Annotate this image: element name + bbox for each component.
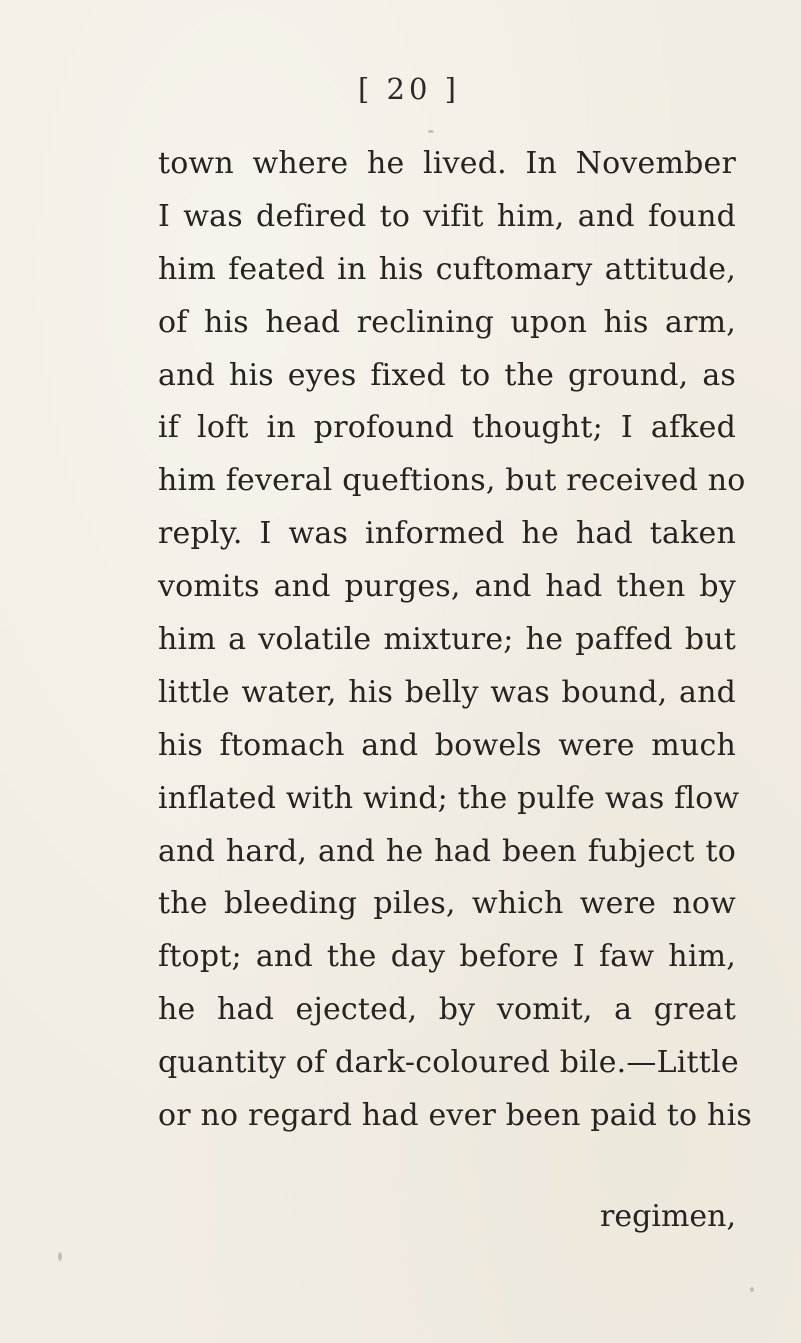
text-line: little water, his belly was bound, and [158,674,736,710]
text-line: of his head reclining upon his arm, [158,304,736,340]
text-line: him feated in his cuftomary attitude, [158,251,736,287]
text-line: quantity of dark-coloured bile.—Little [158,1045,739,1081]
paper-speck [750,1287,754,1292]
text-line: and his eyes fixed to the ground, as [158,357,736,393]
paper-speck [428,130,434,133]
text-line: inflated with wind; the pulfe was flow [158,780,740,816]
text-line: if loft in profound thought; I afked [158,410,736,446]
text-line: ftopt; and the day before I faw him, [158,939,736,975]
catchword: regimen, [600,1199,736,1234]
text-line: vomits and purges, and had then by [158,569,736,605]
text-line: and hard, and he had been fubject to [158,833,736,869]
text-line: the bleeding piles, which were now [158,886,736,922]
text-line: I was defired to vifit him, and found [158,198,736,234]
paper-speck [58,1252,62,1261]
text-line: him feveral queftions, but received no [158,463,746,499]
page-number: [ 20 ] [358,72,460,106]
text-line: reply. I was informed he had taken [158,516,736,552]
body-text [158,138,752,1143]
text-line: him a volatile mixture; he paffed but [158,622,736,658]
text-line: or no regard had ever been paid to his [158,1098,752,1134]
text-line: he had ejected, by vomit, a great [158,992,736,1028]
text-line: town where he lived. In November [158,146,736,181]
text-line: his ftomach and bowels were much [158,727,736,763]
